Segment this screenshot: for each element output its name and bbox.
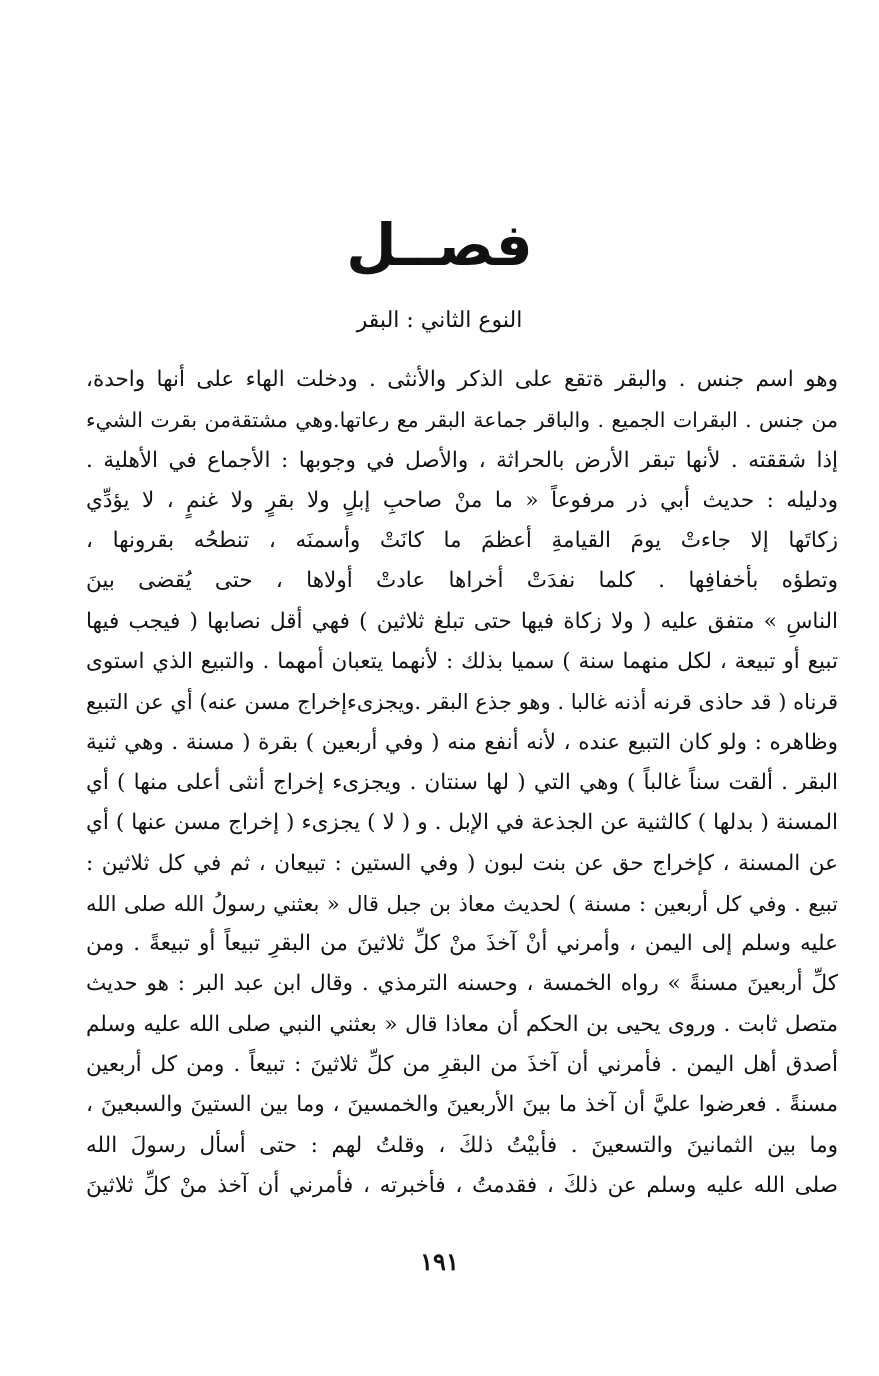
text-line: كلِّ أربعينَ مسنةً » رواه الخمسة ، وحسنه الترمذي . وقال ابن عبد البر : هو حديث [86, 971, 838, 997]
text-line: من جنس . البقرات الجميع . والباقر جماعة البقر مع رعاتها.وهي مشتقةمن بقرت الشيء [86, 408, 838, 433]
page-number: ١٩١ [420, 1247, 459, 1276]
text-line: وما بين الثمانينَ والتسعينَ . فأبيْتُ ذلكَ ، وقلتُ لهم : حتى أسأل رسولَ الله [86, 1132, 838, 1158]
text-line: وتطؤه بأخفافِها . كلما نفدَتْ أخراها عادتْ أولاها ، حتى يُقضى بينَ [86, 568, 838, 594]
text-line: صلى الله عليه وسلم عن ذلكَ ، فقدمتُ ، فأخبرته ، فأمرني أن آخذ منْ كلِّ ثلاثينَ [86, 1172, 838, 1198]
chapter-title: فصــل [346, 211, 533, 279]
text-line: وظاهره : ولو كان التبيع عنده ، لأنه أنفع منه ( وفي أربعين ) بقرة ( مسنة . وهي ثنية [86, 729, 838, 755]
text-line: إذا شققته . لأنها تبقر الأرض بالحراثة ، والأصل في وجوبها : الأجماع في الأهلية . [86, 447, 838, 473]
text-line: المسنة ( بدلها ) كالثنية عن الجذعة في الإبل . و ( لا ) يجزىء ( إخراج مسن عنها ) أي [86, 810, 838, 836]
text-line: البقر . ألقت سناً غالباً ) وهي التي ( لها سنتان . ويجزىء إخراج أنثى أعلى منها ) أي [86, 769, 838, 795]
text-line: الناسِ » متفق عليه ( ولا زكاة فيها حتى تبلغ ثلاثين ) فهي أقل نصابها ( فيجب فيها [86, 608, 838, 634]
body-text [86, 360, 838, 1206]
section-subtitle: النوع الثاني : البقر [356, 308, 523, 333]
text-line: مسنةً . فعرضوا عليَّ أن آخذ ما بينَ الأربعينَ والخمسينَ ، وما بين الستينَ والسبعينَ ، [86, 1092, 838, 1118]
text-line: زكاتَها إلا جاءتْ يومَ القيامةِ أعظمَ ما كانَتْ وأسمنَه ، تنطحُه بقرونها ، [86, 528, 838, 554]
text-line: ودليله : حديث أبي ذر مرفوعاً « ما منْ صاحبِ إبلٍ ولا بقرٍ ولا غنمٍ ، لا يؤدِّي [86, 487, 838, 513]
text-line: تبيع أو تبيعة ، لكل منهما سنة ) سميا بذلك : لأنهما يتعبان أمهما . والتبيع الذي استوى [86, 649, 838, 675]
text-line: تبيع . وفي كل أربعين : مسنة ) لحديث معاذ بن جبل قال « بعثني رسولُ الله صلى الله [86, 891, 838, 916]
text-line: أصدق أهل اليمن . فأمرني أن آخذَ من البقرِ من كلِّ ثلاثينَ : تبيعاً . ومن كل أربعين [86, 1052, 838, 1078]
text-line: عليه وسلم إلى اليمن ، وأمرني أنْ آخذَ منْ كلِّ ثلاثينَ من البقرِ تبيعاً أو تبيعةً . ومن [86, 931, 838, 957]
text-line: عن المسنة ، كإخراج حق عن بنت لبون ( وفي الستين : تبيعان ، ثم في كل ثلاثين : [86, 850, 838, 876]
text-line: قرناه ( قد حاذى قرنه أذنه غالبا . وهو جذع البقر .ويجزىءإخراج مسن عنه) أي عن التبيع [86, 690, 838, 715]
text-line: وهو اسم جنس . والبقر ةتقع على الذكر والأنثى . ودخلت الهاء على أنها واحدة، [86, 367, 838, 392]
text-line: متصل ثابت . وروى يحيى بن الحكم أن معاذا قال « بعثني النبي صلى الله عليه وسلم [86, 1011, 838, 1037]
